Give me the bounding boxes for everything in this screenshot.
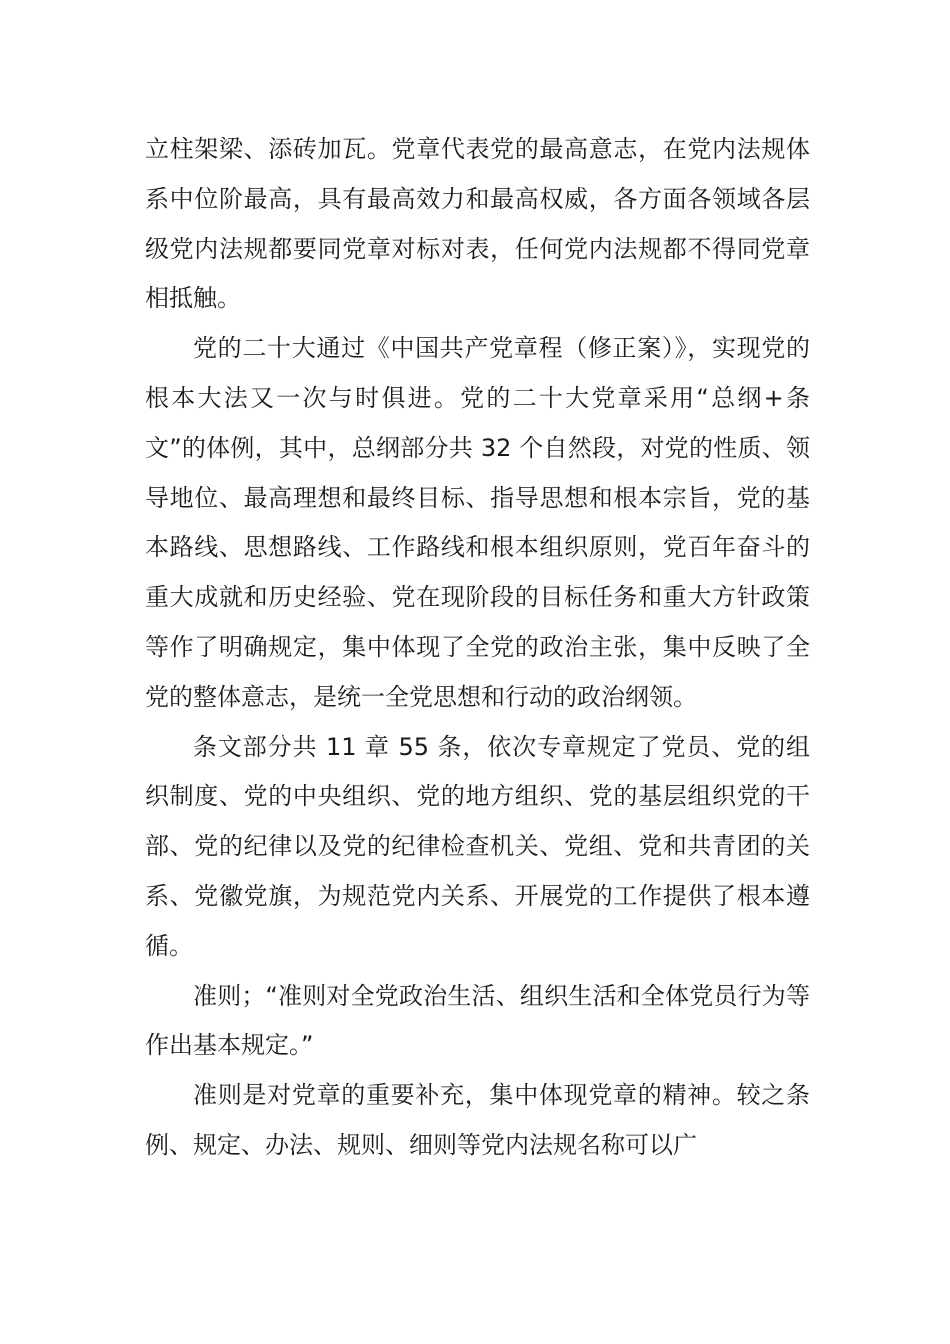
paragraph-continued: 立柱架梁、添砖加瓦。党章代表党的最高意志，在党内法规体系中位阶最高，具有最高效力和最高权威，各方面各领域各层级党内法规都要同党章对标对表，任何党内法规都不得同党章相抵触。 xyxy=(145,135,810,313)
paragraph-guidelines-supplement: 准则是对党章的重要补充，集中体现党章的精神。较之条例、规定、办法、规则、细则等党内法规名称可以广 xyxy=(145,1081,810,1159)
paragraph-party-constitution-amendment: 党的二十大通过《中国共产党章程（修正案）》，实现党的根本大法又一次与时俱进。党的二十大党章采用“总纲+条文”的体例，其中，总纲部分共 32 个自然段，对党的性质、领导地位、最高理想和最终目标、指导思想和根本宗旨，党的基本路线、思想路线、工作路线和根本组织原则，党百年奋斗的重大成就和历史经验、党在现阶段的目标任务和重大方针政策等作了明确规定，集中体现了全党的政治主张，集中反映了全党的整体意志，是统一全党思想和行动的政治纲领。 xyxy=(145,334,810,711)
document-body xyxy=(145,125,810,1171)
paragraph-articles: 条文部分共 11 章 55 条，依次专章规定了党员、党的组织制度、党的中央组织、党的地方组织、党的基层组织党的干部、党的纪律以及党的纪律检查机关、党组、党和共青团的关系、党徽党旗，为规范党内关系、开展党的工作提供了根本遵循。 xyxy=(145,732,810,960)
paragraph-guidelines-definition: 准则；“准则对全党政治生活、组织生活和全体党员行为等作出基本规定。” xyxy=(145,981,810,1060)
